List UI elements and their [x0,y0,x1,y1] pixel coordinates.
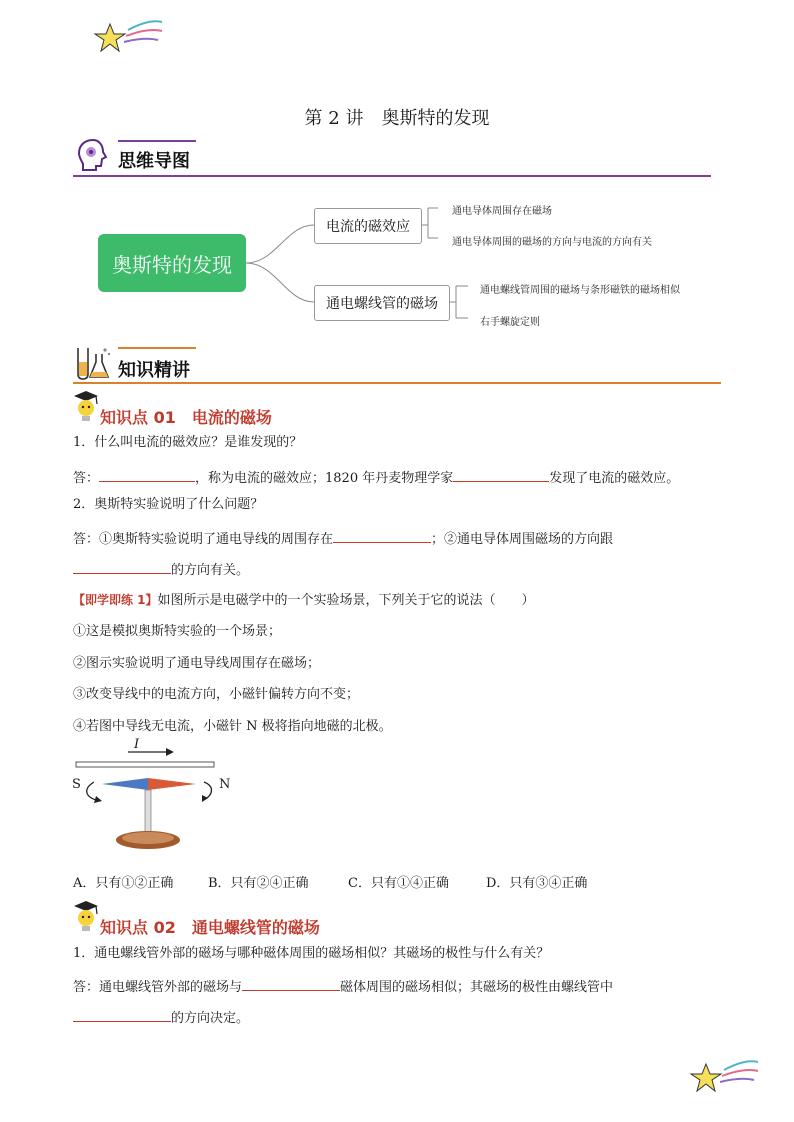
fill-blank[interactable] [333,528,431,543]
answer-options [73,872,587,891]
statement: ①这是模拟奥斯特实验的一个场景； [73,624,282,639]
option-a[interactable]: A．只有①②正确 [73,876,174,891]
brain-head-icon [76,137,110,173]
knowledge-point-02-heading: 知识点 02 通电螺线管的磁场 [100,918,320,937]
mindmap-root: 奥斯特的发现 [98,234,246,292]
section-rule-knowledge [73,382,721,384]
mindmap-leaf: 通电螺线管周围的磁场与条形磁铁的磁场相似 [480,285,680,296]
section-title-accent [118,347,196,349]
current-label: I [134,737,140,752]
practice-text: 如图所示是电磁学中的一个实验场景，下列关于它的说法（ ） [157,593,535,608]
answer-line [73,1007,249,1028]
section-title-accent [118,140,196,142]
knowledge-point-01-heading: 知识点 01 电流的磁场 [100,408,272,427]
question-line: 2．奥斯特实验说明了什么问题？ [73,497,264,512]
option-c[interactable]: C．只有①④正确 [348,876,449,891]
north-label: N [219,777,231,792]
compass-needle-north [148,778,196,790]
statement: ②图示实验说明了通电导线周围存在磁场； [73,656,321,671]
oersted-experiment-figure [68,738,238,860]
star-decoration-bottom [684,1056,764,1098]
star-decoration-top [88,16,168,58]
statement: ④若图中导线无电流，小磁针 N 极将指向地磁的北极。 [73,719,392,734]
answer-text: ；②通电导体周围磁场的方向跟 [431,532,614,547]
answer-line [73,528,613,549]
graduate-bulb-icon [70,388,102,424]
answer-text: 答：通电螺线管外部的磁场与 [73,980,243,995]
compass-needle-south [102,778,148,790]
answer-text: 答： [73,471,100,486]
answer-line [73,559,249,580]
fill-blank[interactable] [99,467,195,482]
option-b[interactable]: B．只有②④正确 [208,876,309,891]
lecture-title: 第 2 讲 奥斯特的发现 [304,108,490,129]
answer-text: 磁体周围的磁场相似；其磁场的极性由螺线管中 [340,980,614,995]
fill-blank[interactable] [73,559,171,574]
wire [76,762,214,767]
answer-line [73,976,613,997]
question-line: 1．什么叫电流的磁效应？是谁发现的？ [73,435,303,450]
section-title-mindmap: 思维导图 [118,151,190,172]
mindmap-leaf: 右手螺旋定则 [480,317,540,328]
answer-text: 答：①奥斯特实验说明了通电导线的周围存在 [73,532,334,547]
practice-line [73,591,535,610]
graduate-bulb-icon [70,898,102,934]
fill-blank[interactable] [242,976,340,991]
fill-blank[interactable] [73,1007,171,1022]
section-rule-mindmap [73,175,711,177]
question-line: 1．通电螺线管外部的磁场与哪种磁体周围的磁场相似？其磁场的极性与什么有关？ [73,946,550,961]
option-d[interactable]: D．只有③④正确 [486,876,588,891]
answer-text: 的方向决定。 [171,1011,250,1026]
lab-flask-icon [72,344,112,382]
section-title-knowledge: 知识精讲 [118,360,190,381]
statement: ③改变导线中的电流方向，小磁针偏转方向不变； [73,687,360,702]
mindmap-branch-solenoid: 通电螺线管的磁场 [314,285,450,321]
answer-text: 的方向有关。 [171,563,250,578]
fill-blank[interactable] [453,467,549,482]
practice-tag: 【即学即练 1】 [73,593,158,607]
mindmap-branch-magnetic-effect: 电流的磁效应 [314,208,422,244]
mindmap-leaf: 通电导体周围的磁场的方向与电流的方向有关 [452,237,652,248]
mindmap-leaf: 通电导体周围存在磁场 [452,206,552,217]
answer-line [73,467,679,488]
answer-text: ，称为电流的磁效应；1820 年丹麦物理学家 [195,471,454,486]
answer-text: 发现了电流的磁效应。 [549,471,680,486]
south-label: S [72,777,81,792]
